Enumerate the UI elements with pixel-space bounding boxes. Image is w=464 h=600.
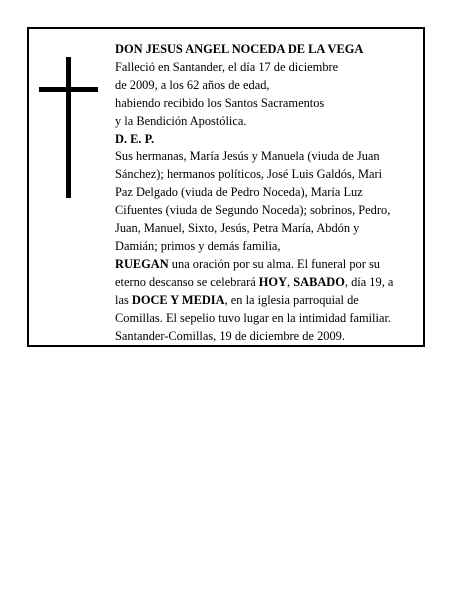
ruegan-text: las	[115, 292, 132, 307]
ruegan-word: RUEGAN	[115, 256, 169, 271]
family-line: Sánchez); hermanos políticos, José Luis Galdós, Mari	[115, 167, 383, 182]
time-words: DOCE Y MEDIA	[131, 292, 225, 307]
ruegan-line-2	[115, 274, 425, 292]
ruegan-text: ,	[287, 274, 294, 289]
ruegan-line-4: Comillas. El sepelio tuvo lugar en la intimidad familiar.	[115, 310, 391, 325]
hoy-word: HOY	[258, 274, 288, 289]
place-date: Santander-Comillas, 19 de diciembre de 2009.	[115, 328, 345, 343]
obituary-notice	[27, 27, 425, 347]
family-line: Cifuentes (viuda de Segundo Noceda); sobrinos, Pedro,	[115, 203, 391, 218]
intro-line: habiendo recibido los Santos Sacramentos	[115, 95, 325, 110]
notice-body	[115, 41, 425, 345]
sabado-word: SABADO	[293, 274, 345, 289]
intro-line: y la Bendición Apostólica.	[115, 113, 247, 128]
ruegan-text: , día 19, a	[344, 274, 394, 289]
deceased-name: DON JESUS ANGEL NOCEDA DE LA VEGA	[115, 42, 364, 56]
ruegan-text: una oración por su alma. El funeral por su	[168, 256, 380, 271]
intro-line: Falleció en Santander, el día 17 de diciembre	[115, 59, 339, 74]
family-line: Juan, Manuel, Sixto, Jesús, Petra María, Abdón y	[115, 221, 360, 236]
ruegan-line-3	[115, 292, 425, 310]
family-line: Damián; primos y demás familia,	[115, 238, 281, 253]
rip-abbreviation: D. E. P.	[115, 131, 155, 146]
cross-icon-vertical-bar	[66, 57, 71, 198]
cross-icon-horizontal-bar	[39, 87, 98, 92]
ruegan-text: , en la iglesia parroquial de	[224, 292, 359, 307]
ruegan-text: eterno descanso se celebrará	[115, 274, 259, 289]
intro-line: de 2009, a los 62 años de edad,	[115, 77, 270, 92]
family-line: Sus hermanas, María Jesús y Manuela (viuda de Juan	[115, 149, 380, 164]
family-line: Paz Delgado (viuda de Pedro Noceda), María Luz	[115, 185, 363, 200]
ruegan-line-1	[115, 256, 425, 274]
